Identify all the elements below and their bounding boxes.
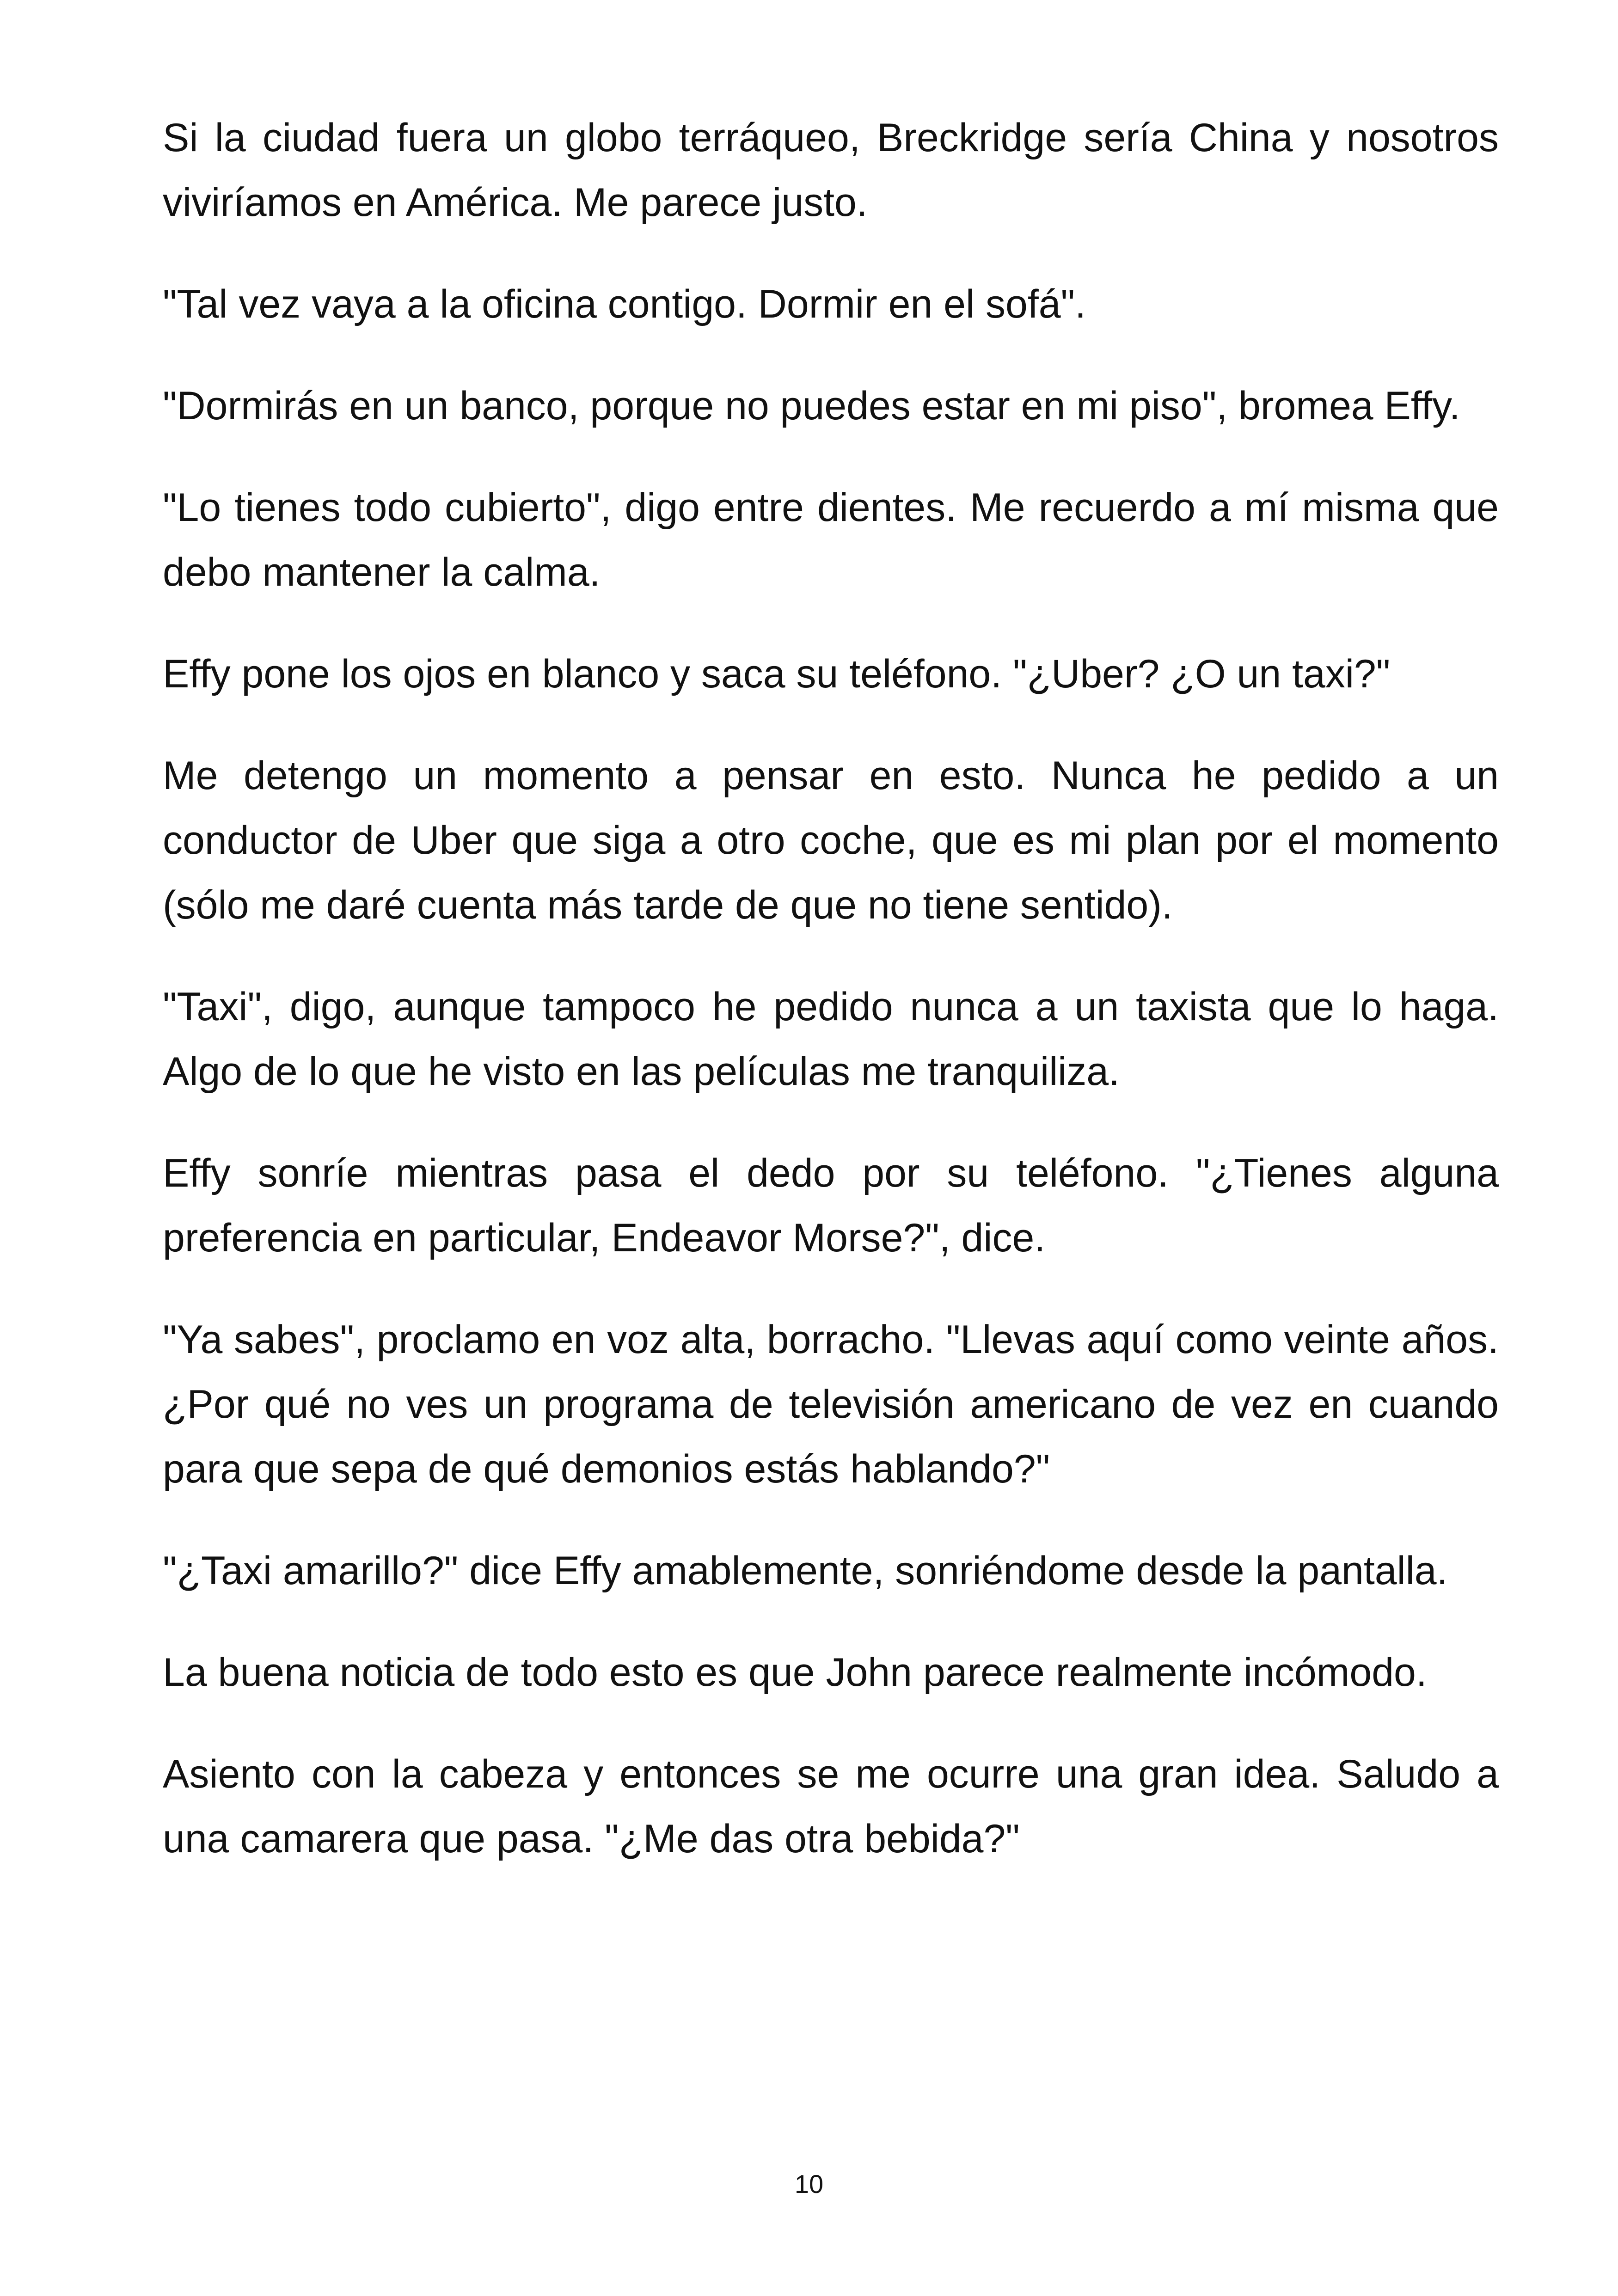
paragraph: "Taxi", digo, aunque tampoco he pedido nunca a un taxista que lo haga. Algo de lo que he visto en las películas me tranquiliza. [163, 985, 1499, 1094]
paragraph: "Tal vez vaya a la oficina contigo. Dormir en el sofá". [163, 282, 1086, 326]
paragraph: Si la ciudad fuera un globo terráqueo, Breckridge sería China y nosotros viviríamos en América. Me parece justo. [163, 116, 1499, 225]
paragraph: "¿Taxi amarillo?" dice Effy amablemente, sonriéndome desde la pantalla. [163, 1549, 1448, 1593]
paragraph: Effy sonríe mientras pasa el dedo por su teléfono. "¿Tienes alguna preferencia en particular, Endeavor Morse?", dice. [163, 1151, 1499, 1260]
paragraph: "Lo tienes todo cubierto", digo entre dientes. Me recuerdo a mí misma que debo mantener la calma. [163, 485, 1499, 594]
paragraph: Effy pone los ojos en blanco y saca su teléfono. "¿Uber? ¿O un taxi?" [163, 652, 1391, 696]
page-number: 10 [794, 2169, 824, 2198]
paragraph: Me detengo un momento a pensar en esto. Nunca he pedido a un conductor de Uber que siga a otro coche, que es mi plan por el momento (sólo me daré cuenta más tarde de que no tiene sentido). [163, 753, 1499, 927]
paragraph: Asiento con la cabeza y entonces se me ocurre una gran idea. Saludo a una camarera que pasa. "¿Me das otra bebida?" [163, 1752, 1499, 1861]
paragraph: La buena noticia de todo esto es que John parece realmente incómodo. [163, 1650, 1427, 1695]
paragraph: "Ya sabes", proclamo en voz alta, borracho. "Llevas aquí como veinte años. ¿Por qué no ves un programa de televisión americano de vez en cuando para que sepa de qué demonios estás hablando?" [163, 1317, 1499, 1491]
body-text [163, 105, 1499, 1908]
paragraph: "Dormirás en un banco, porque no puedes estar en mi piso", bromea Effy. [163, 384, 1460, 428]
